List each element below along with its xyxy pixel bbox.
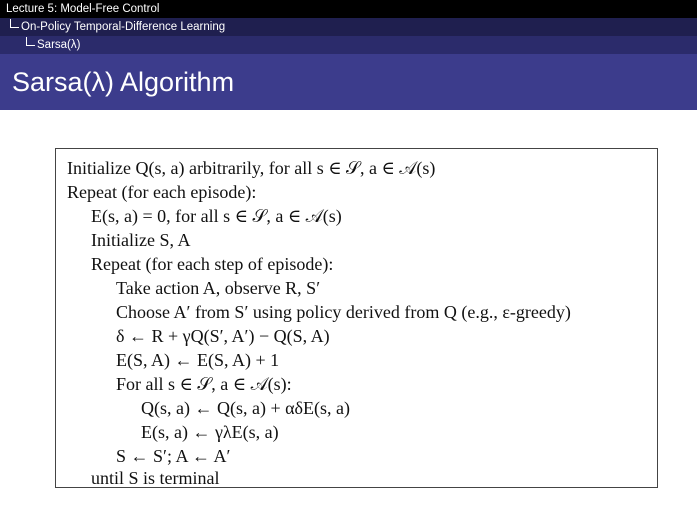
algorithm-line: Initialize S, A [91,230,191,250]
breadcrumb-section [0,18,697,36]
slide-title-bar [0,54,697,110]
algorithm-line: Choose A′ from S′ using policy derived from Q (e.g., ε-greedy) [116,302,571,322]
algorithm-line: until S is terminal [91,468,220,488]
algorithm-line: Repeat (for each episode): [67,182,257,202]
breadcrumb-section-label: On-Policy Temporal-Difference Learning [21,21,226,33]
algorithm-line: E(s, a) ← γλE(s, a) [141,422,279,442]
algorithm-line: Q(s, a) ← Q(s, a) + αδE(s, a) [141,398,351,418]
algorithm-line: For all s ∈ 𝒮, a ∈ 𝒜(s): [116,374,292,394]
algorithm-line: Take action A, observe R, S′ [116,278,321,298]
algorithm-line: E(s, a) = 0, for all s ∈ 𝒮, a ∈ 𝒜(s) [91,206,342,226]
algorithm-box [55,148,658,488]
algorithm-line: δ ← R + γQ(S′, A′) − Q(S, A) [116,326,330,346]
breadcrumb-subsection-label: Sarsa(λ) [37,39,81,51]
slide-title: Sarsa(λ) Algorithm [12,67,235,97]
algorithm-line: Initialize Q(s, a) arbitrarily, for all s ∈ 𝒮, a ∈ 𝒜(s) [67,158,436,178]
breadcrumb-lecture [0,0,697,18]
breadcrumb-subsection [0,36,697,54]
breadcrumb [0,0,697,54]
tree-branch-icon [26,37,35,46]
algorithm-line: S ← S′; A ← A′ [116,446,231,466]
algorithm-line: Repeat (for each step of episode): [91,254,334,274]
breadcrumb-lecture-label: Lecture 5: Model-Free Control [6,3,160,15]
tree-branch-icon [10,19,19,28]
algorithm-line: E(S, A) ← E(S, A) + 1 [116,350,280,370]
